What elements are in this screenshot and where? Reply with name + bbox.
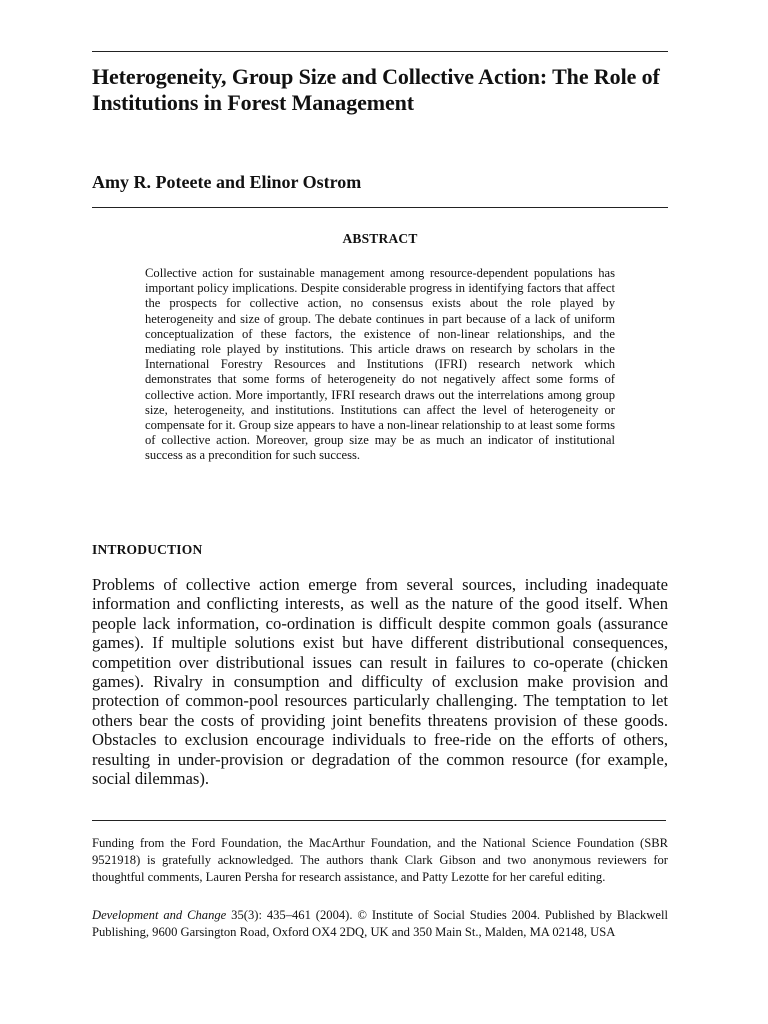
abstract-text: Collective action for sustainable management among resource-dependent populations has important policy implications. Despite considerable progress in identifying factors that affect the prospects for collective action, no consensus exists about the role played by heterogeneity and size of group. The debate continues in part because of a lack of uniform conceptualization of these factors, the existence of non-linear relationships, and the mediating role played by institutions. This article draws on research by scholars in the International Forestry Resources and Institutions (IFRI) research network which demonstrates that some forms of heterogeneity do not negatively affect some forms of collective action. More importantly, IFRI research draws out the interrelations among group size, heterogeneity, and institutions. Institutions can affect the level of heterogeneity or compensate for it. Group size appears to have a non-linear relationship to at least some forms of collective action. Moreover, group size may be as much an indicator of institutional success as a precondition for such success.	[145, 266, 616, 463]
citation-footnote	[92, 907, 668, 941]
author-rule	[92, 207, 668, 208]
top-rule	[92, 51, 668, 52]
paper-title: Heterogeneity, Group Size and Collective Action: The Role of Institutions in Forest Management	[92, 64, 660, 115]
introduction-heading: INTRODUCTION	[92, 542, 203, 557]
journal-name: Development and Change	[92, 908, 227, 922]
citation-details: 35(3): 435–461 (2004). © Institute of Social Studies 2004. Published by Blackwell Publishing, 9600 Garsington Road, Oxford OX4 2DQ, UK and 350 Main St., Malden, MA 02148, USA	[92, 908, 668, 939]
abstract-heading: ABSTRACT	[342, 231, 418, 246]
introduction-paragraph: Problems of collective action emerge from several sources, including inadequate information and conflicting interests, as well as the nature of the good itself. When people lack information, co-ordination is difficult despite common goals (assurance games). If multiple solutions exist but have different distributional consequences, competition over distributional issues can result in failures to co-operate (chicken games). Rivalry in consumption and difficulty of exclusion make provision and protection of common-pool resources particularly challenging. The temptation to let others bear the costs of providing joint benefits threatens provision of these goods. Obstacles to exclusion encourage individuals to free-ride on the efforts of others, resulting in under-provision or degradation of the common resource (for example, social dilemmas).	[92, 575, 668, 789]
footnote-rule	[92, 820, 666, 821]
funding-footnote: Funding from the Ford Foundation, the MacArthur Foundation, and the National Science Foundation (SBR 9521918) is gratefully acknowledged. The authors thank Clark Gibson and two anonymous reviewers for thoughtful comments, Lauren Persha for research assistance, and Patty Lezotte for her careful editing.	[92, 836, 668, 884]
author-line: Amy R. Poteete and Elinor Ostrom	[92, 172, 362, 192]
